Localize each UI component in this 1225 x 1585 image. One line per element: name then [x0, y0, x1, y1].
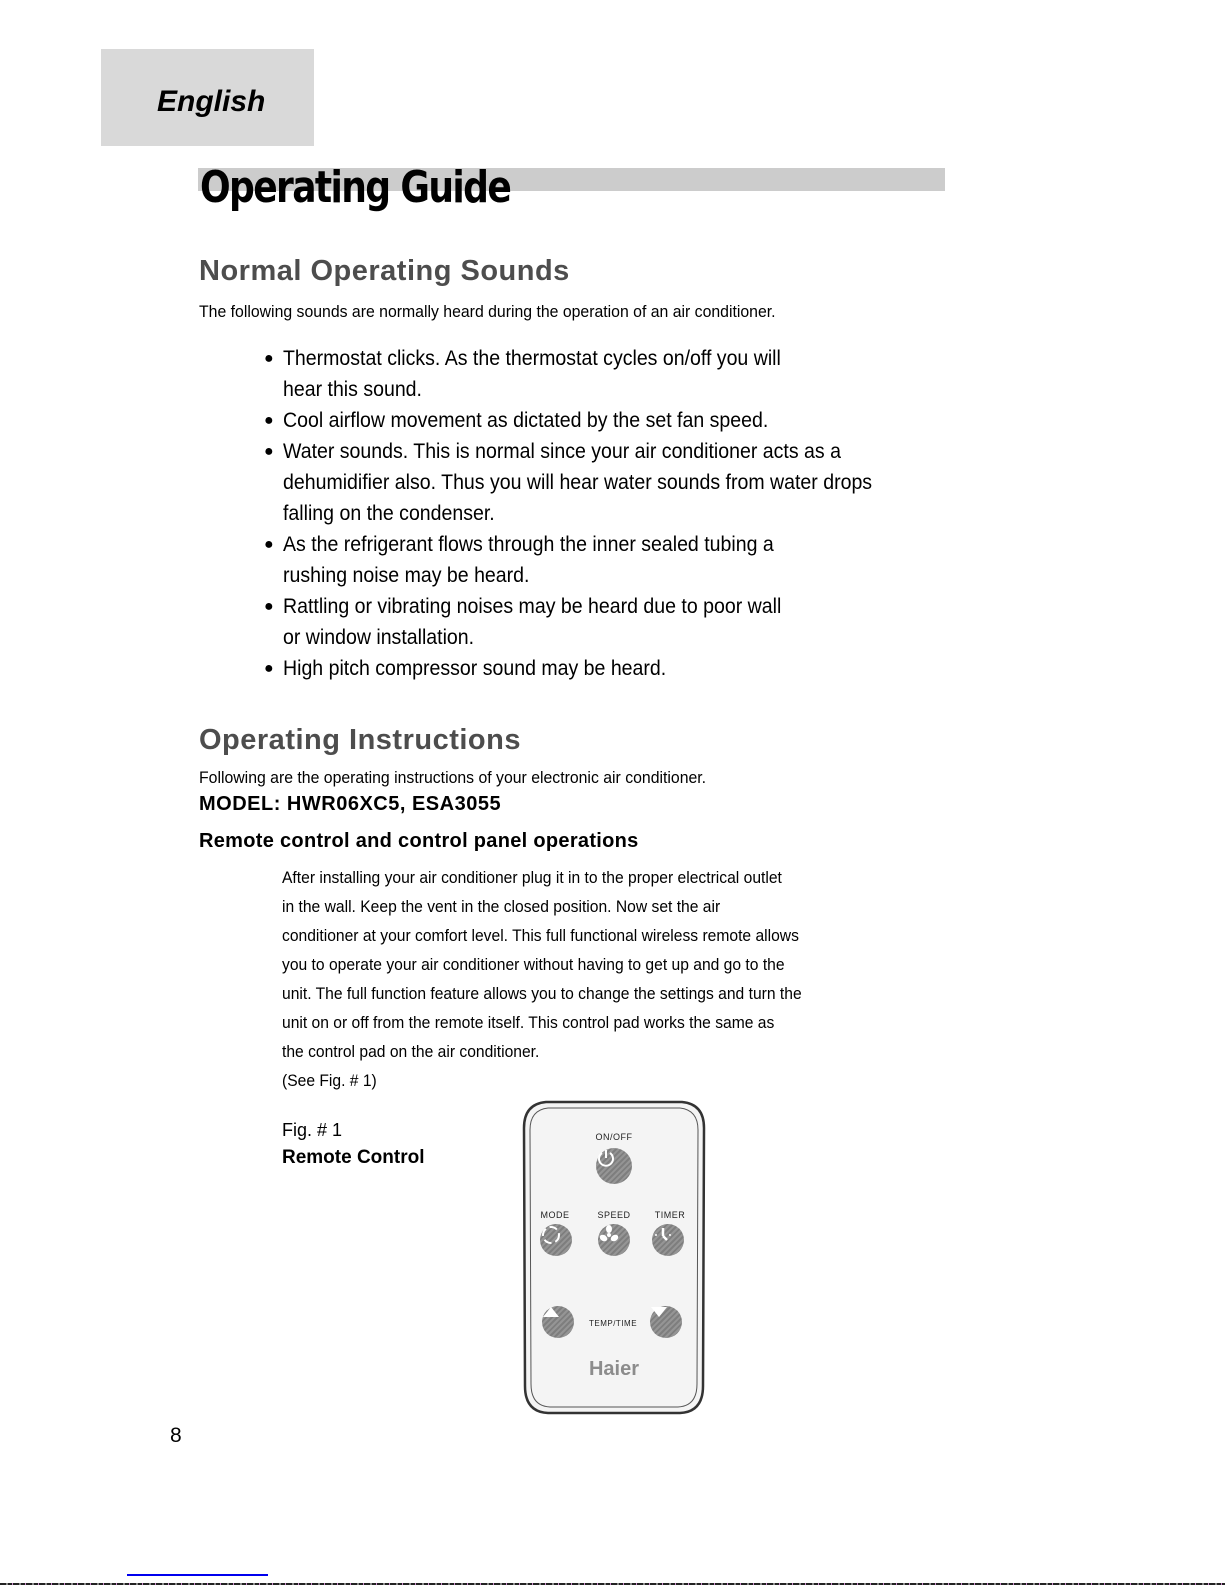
- paragraph-line: unit. The full function feature allows you to change the settings and turn the: [282, 984, 802, 1003]
- figure-caption: Remote Control: [282, 1147, 425, 1168]
- list-item: [263, 405, 983, 436]
- sounds-list: [263, 343, 983, 684]
- fan-icon: [598, 1224, 620, 1246]
- brand-logo: Haier: [588, 1358, 640, 1380]
- clock-icon: [652, 1224, 674, 1246]
- temp-time-label: TEMP/TIME: [588, 1319, 638, 1328]
- bullet-line: hear this sound.: [283, 378, 422, 401]
- figure-label: Fig. # 1: [282, 1120, 343, 1140]
- bullet-icon: ●: [264, 350, 274, 367]
- page-number: 8: [170, 1424, 182, 1447]
- language-tab: [101, 49, 314, 146]
- list-item: [263, 653, 983, 684]
- paragraph-line: the control pad on the air conditioner.: [282, 1042, 540, 1061]
- bullet-icon: ●: [264, 536, 274, 553]
- arrow-up-icon: [542, 1306, 560, 1318]
- bullet-line: High pitch compressor sound may be heard.: [283, 657, 667, 680]
- power-icon: [596, 1148, 616, 1168]
- bullet-line: Thermostat clicks. As the thermostat cycles on/off you will: [283, 347, 781, 370]
- paragraph-line: After installing your air conditioner plug it in to the proper electrical outlet: [282, 868, 782, 887]
- mode-cycle-icon: [540, 1224, 562, 1246]
- bullet-icon: ●: [264, 660, 274, 677]
- remote-control-figure: [522, 1100, 706, 1416]
- paragraph-line: in the wall. Keep the vent in the closed position. Now set the air: [282, 897, 721, 916]
- temp-down-button: [650, 1306, 682, 1338]
- list-item: [263, 436, 983, 529]
- section-heading-sounds: Normal Operating Sounds: [199, 255, 570, 287]
- speed-button: [598, 1224, 630, 1256]
- bullet-line: falling on the condenser.: [283, 502, 495, 525]
- sounds-intro: The following sounds are normally heard during the operation of an air conditioner.: [199, 302, 776, 321]
- list-item: [263, 529, 983, 591]
- bullet-line: As the refrigerant flows through the inner sealed tubing a: [283, 533, 774, 556]
- page-title: Operating Guide: [200, 162, 511, 213]
- bullet-icon: ●: [264, 443, 274, 460]
- bullet-line: or window installation.: [283, 626, 475, 649]
- mode-label: MODE: [540, 1210, 570, 1220]
- instructions-paragraph: [282, 863, 944, 1095]
- speed-label: SPEED: [597, 1210, 631, 1220]
- bullet-line: Cool airflow movement as dictated by the set fan speed.: [283, 409, 769, 432]
- figure-reference: (See Fig. # 1): [282, 1071, 377, 1090]
- temp-up-button: [542, 1306, 574, 1338]
- power-label: ON/OFF: [595, 1132, 633, 1142]
- link-underline[interactable]: [127, 1574, 268, 1576]
- paragraph-line: you to operate your air conditioner without having to get up and go to the: [282, 955, 785, 974]
- arrow-down-icon: [650, 1306, 668, 1318]
- mode-button: [540, 1224, 572, 1256]
- instructions-intro: Following are the operating instructions of your electronic air conditioner.: [199, 768, 707, 787]
- paragraph-line: conditioner at your comfort level. This full functional wireless remote allows: [282, 926, 799, 945]
- bullet-icon: ●: [264, 412, 274, 429]
- bullet-line: rushing noise may be heard.: [283, 564, 530, 587]
- model-numbers: MODEL: HWR06XC5, ESA3055: [199, 793, 502, 815]
- timer-button: [652, 1224, 684, 1256]
- bullet-line: Water sounds. This is normal since your air conditioner acts as a: [283, 440, 841, 463]
- power-button: [596, 1148, 632, 1184]
- bullet-line: dehumidifier also. Thus you will hear water sounds from water drops: [283, 471, 873, 494]
- subheading-remote-operations: Remote control and control panel operations: [199, 830, 639, 852]
- paragraph-line: unit on or off from the remote itself. This control pad works the same as: [282, 1013, 775, 1032]
- list-item: [263, 591, 983, 653]
- bullet-line: Rattling or vibrating noises may be heard due to poor wall: [283, 595, 782, 618]
- section-heading-instructions: Operating Instructions: [199, 724, 521, 756]
- bullet-icon: ●: [264, 598, 274, 615]
- language-label: English: [157, 85, 266, 118]
- timer-label: TIMER: [654, 1210, 686, 1220]
- list-item: [263, 343, 983, 405]
